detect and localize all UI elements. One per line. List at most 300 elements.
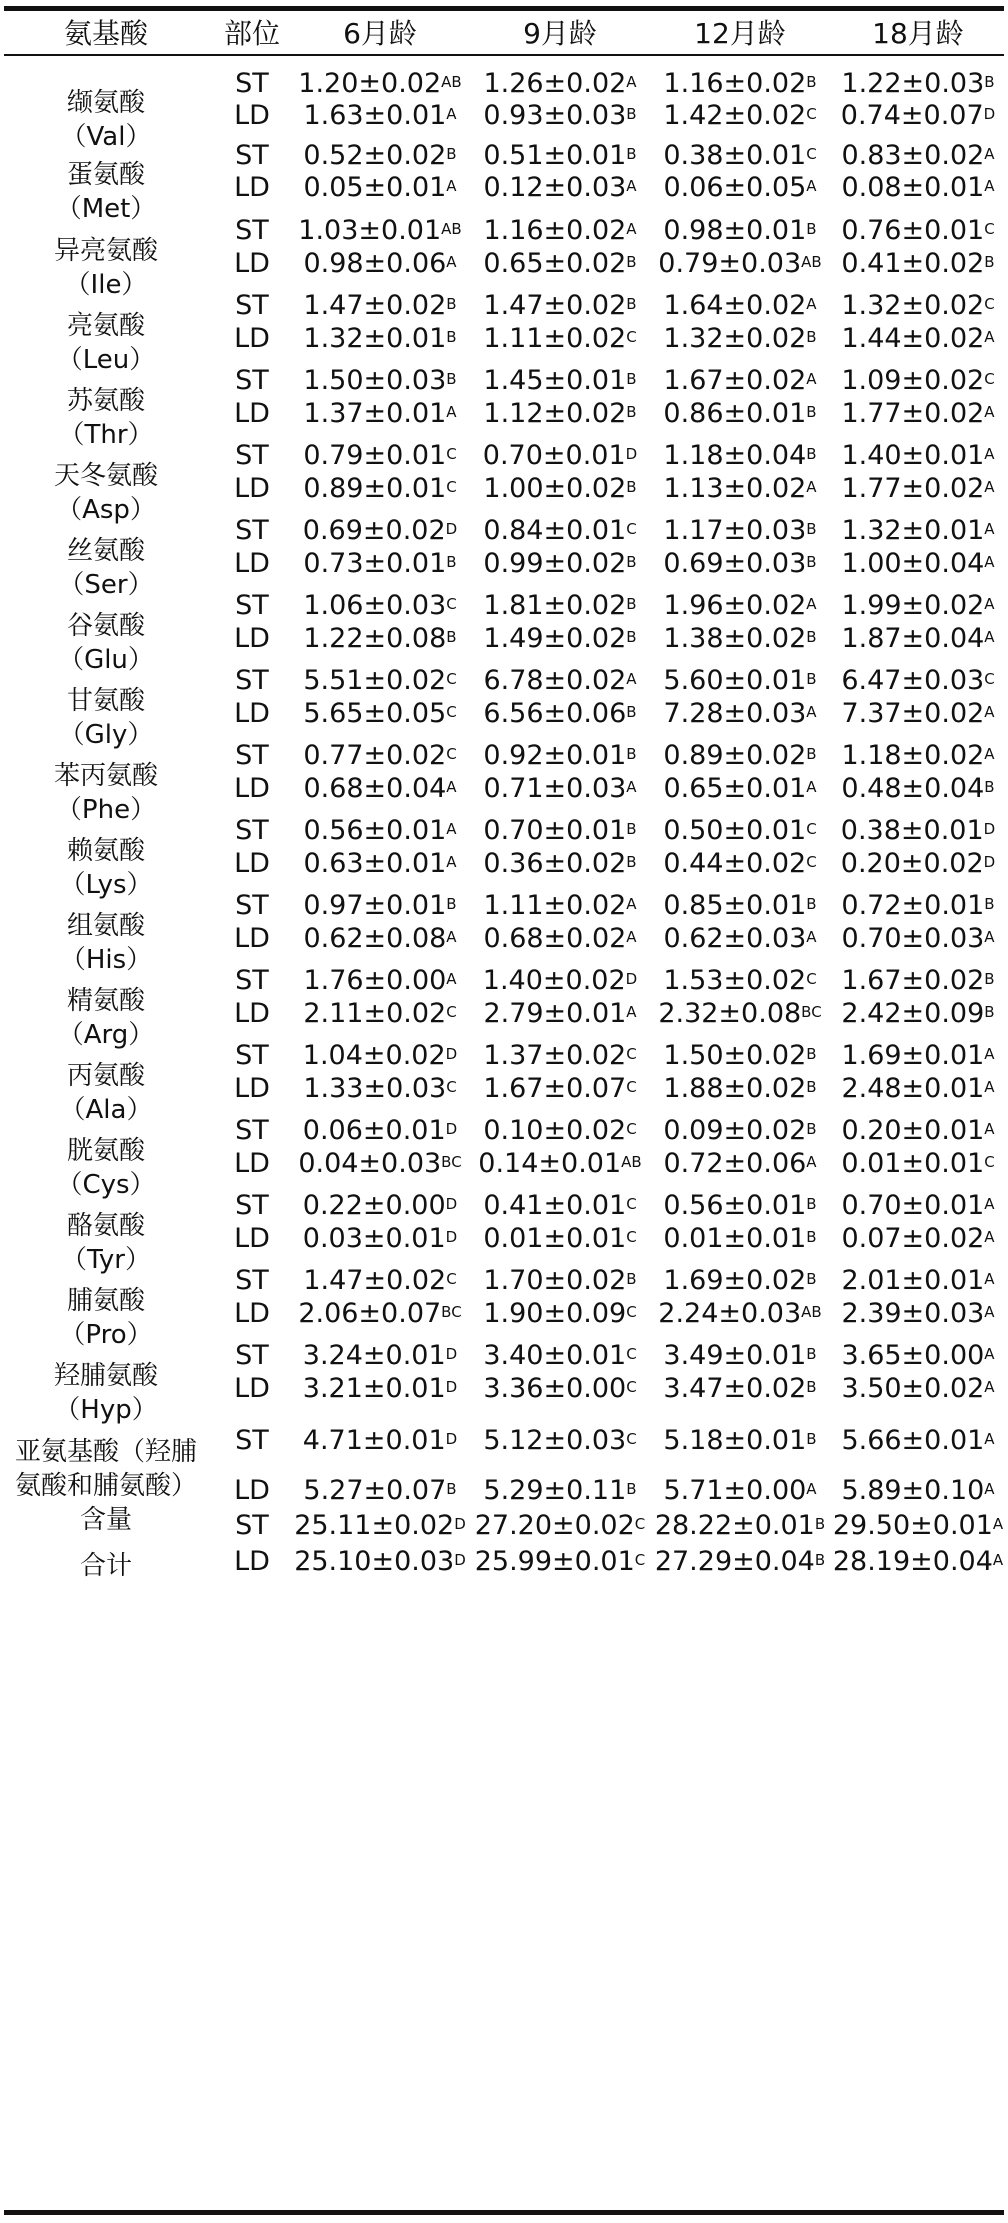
significance-letter: A [626,670,637,688]
mean-sd-value: 3.40±0.01 [483,1340,627,1371]
mean-sd-value: 1.76±0.00 [303,965,447,996]
part-label: ST [235,515,269,546]
mean-sd-value: 0.52±0.02 [303,140,447,171]
amino-acid-name [0,459,212,527]
value-cell [828,766,1008,812]
part-label: LD [234,1073,270,1104]
mean-sd-value: 0.01±0.01 [663,1223,807,1254]
significance-letter: B [626,745,637,763]
significance-letter: B [806,1270,817,1288]
mean-sd-value: 6.56±0.06 [483,698,627,729]
mean-sd-value: 1.96±0.02 [663,590,807,621]
significance-letter: C [446,478,457,496]
mean-sd-value: 0.93±0.03 [483,100,627,131]
header-part: 部位 [223,17,280,50]
amino-acid-name [0,309,212,377]
value-cell [290,916,470,962]
mean-sd-value: 0.70±0.01 [841,1190,985,1221]
significance-letter: A [984,328,995,346]
amino-acid-name-line: （Ala） [59,1095,153,1125]
significance-letter: A [984,1378,995,1396]
significance-letter: A [984,928,995,946]
value-cell [828,541,1008,587]
significance-letter: B [446,145,457,163]
mean-sd-value: 0.56±0.01 [303,815,447,846]
value-cell [650,241,830,287]
bottom-rule [4,2210,1004,2215]
value-cell [650,1066,830,1112]
amino-acid-name [0,834,212,902]
mean-sd-value: 0.01±0.01 [483,1223,627,1254]
significance-letter: C [626,1430,637,1448]
significance-letter: B [806,745,817,763]
value-cell [470,1366,650,1412]
significance-letter: C [984,220,995,238]
mean-sd-value: 5.71±0.00 [663,1475,807,1506]
mean-sd-value: 0.38±0.01 [840,815,984,846]
mean-sd-value: 29.50±0.01 [832,1510,993,1541]
part-label: LD [234,623,270,654]
amino-acid-name-line: 氨酸和脯氨酸） [14,1471,197,1501]
mean-sd-value: 5.12±0.03 [483,1425,627,1456]
amino-acid-name [0,384,212,452]
significance-letter: B [626,1480,637,1498]
mean-sd-value: 2.06±0.07 [298,1298,442,1329]
mean-sd-value: 25.10±0.03 [294,1546,455,1577]
part-label: LD [234,1373,270,1404]
significance-letter: A [626,895,637,913]
amino-acid-name [0,1284,212,1352]
significance-letter: B [806,1078,817,1096]
significance-letter: C [984,1153,995,1171]
mean-sd-value: 1.69±0.01 [841,1040,985,1071]
significance-letter: C [984,670,995,688]
amino-acid-name-line: （Hyp） [54,1395,158,1425]
value-cell [828,1216,1008,1262]
mean-sd-value: 0.72±0.01 [841,890,985,921]
value-cell [290,1141,470,1187]
significance-letter: A [626,928,637,946]
mean-sd-value: 1.40±0.02 [482,965,626,996]
header-18-months: 18月龄 [872,17,964,50]
significance-letter: A [626,1003,637,1021]
mean-sd-value: 0.84±0.01 [483,515,627,546]
significance-letter: B [446,628,457,646]
mean-sd-value: 1.11±0.02 [483,323,627,354]
significance-letter: B [984,73,995,91]
significance-letter: AB [621,1153,642,1171]
part-label: ST [235,815,269,846]
significance-letter: C [806,820,817,838]
significance-letter: D [445,1228,458,1246]
part-label: ST [235,1190,269,1221]
value-cell [650,616,830,662]
part-label: ST [235,590,269,621]
significance-letter: BC [801,1003,822,1021]
value-cell [290,541,470,587]
value-cell [650,841,830,887]
significance-letter: B [806,1345,817,1363]
significance-letter: A [984,745,995,763]
significance-letter: D [445,1045,458,1063]
significance-letter: B [626,253,637,271]
part-label: ST [235,440,269,471]
mean-sd-value: 3.21±0.01 [302,1373,446,1404]
significance-letter: C [446,1003,457,1021]
mean-sd-value: 0.71±0.03 [483,773,627,804]
amino-acid-name-line: 甘氨酸 [66,686,145,716]
significance-letter: AB [441,220,462,238]
mean-sd-value: 0.74±0.07 [840,100,984,131]
value-cell [290,991,470,1037]
part-label: LD [234,248,270,279]
mean-sd-value: 1.32±0.02 [663,323,807,354]
significance-letter: D [454,1551,466,1569]
part-label: ST [235,965,269,996]
mean-sd-value: 0.06±0.05 [663,172,807,203]
amino-acid-name-line: 亚氨基酸（羟脯 [14,1437,197,1467]
mean-sd-value: 1.47±0.02 [303,1265,447,1296]
amino-acid-name-line: （Gly） [58,720,154,750]
significance-letter: A [984,1480,995,1498]
value-cell [650,1291,830,1337]
mean-sd-value: 3.49±0.01 [663,1340,807,1371]
significance-letter: A [984,595,995,613]
amino-acid-name [0,1549,212,1583]
part-label: ST [235,365,269,396]
value-cell [470,165,650,211]
value-cell [290,616,470,662]
part-label: ST [235,215,269,246]
value-cell [828,1291,1008,1337]
mean-sd-value: 0.68±0.02 [483,923,627,954]
amino-acid-name-line: 精氨酸 [66,986,145,1016]
significance-letter: A [806,295,817,313]
header-amino-acid: 氨基酸 [63,17,148,50]
mean-sd-value: 1.87±0.04 [841,623,985,654]
mean-sd-value: 1.06±0.03 [303,590,447,621]
mean-sd-value: 0.20±0.01 [841,1115,985,1146]
significance-letter: C [806,970,817,988]
significance-letter: B [626,820,637,838]
significance-letter: D [445,520,458,538]
mean-sd-value: 0.70±0.01 [483,815,627,846]
value-cell [290,1216,470,1262]
mean-sd-value: 5.60±0.01 [663,665,807,696]
significance-letter: A [446,253,457,271]
significance-letter: A [984,1270,995,1288]
mean-sd-value: 1.77±0.02 [841,473,985,504]
significance-letter: C [634,1551,646,1569]
mean-sd-value: 1.67±0.02 [841,965,985,996]
mean-sd-value: 1.40±0.01 [841,440,985,471]
mean-sd-value: 0.06±0.01 [302,1115,446,1146]
value-cell [470,1539,650,1585]
significance-letter: B [806,220,817,238]
significance-letter: B [806,1195,817,1213]
mean-sd-value: 0.79±0.01 [303,440,447,471]
mean-sd-value: 1.26±0.02 [483,68,627,99]
significance-letter: A [806,1153,817,1171]
mean-sd-value: 27.29±0.04 [654,1546,815,1577]
part-label: ST [235,1340,269,1371]
value-cell [470,316,650,362]
mean-sd-value: 1.67±0.02 [663,365,807,396]
significance-letter: A [446,928,457,946]
value-cell [290,841,470,887]
mean-sd-value: 0.92±0.01 [483,740,627,771]
value-cell [828,466,1008,512]
mean-sd-value: 0.79±0.03 [658,248,802,279]
amino-acid-name-line: 赖氨酸 [66,836,145,866]
part-label: ST [235,68,269,99]
amino-acid-name [0,984,212,1052]
significance-letter: B [984,970,995,988]
mean-sd-value: 0.85±0.01 [663,890,807,921]
mean-sd-value: 0.03±0.01 [302,1223,446,1254]
value-cell [470,1141,650,1187]
value-cell [828,1366,1008,1412]
significance-letter: B [984,1003,995,1021]
mean-sd-value: 1.00±0.02 [483,473,627,504]
significance-letter: B [984,253,995,271]
significance-letter: A [446,403,457,421]
part-label: ST [235,890,269,921]
value-cell [828,316,1008,362]
mean-sd-value: 0.36±0.02 [483,848,627,879]
amino-acid-name-line: 丝氨酸 [66,536,145,566]
mean-sd-value: 2.11±0.02 [303,998,447,1029]
mean-sd-value: 5.51±0.02 [303,665,447,696]
mean-sd-value: 25.11±0.02 [294,1510,455,1541]
significance-letter: B [626,370,637,388]
amino-acid-name [0,86,212,154]
mean-sd-value: 1.63±0.01 [303,100,447,131]
significance-letter: B [626,403,637,421]
mean-sd-value: 0.51±0.01 [483,140,627,171]
mean-sd-value: 0.01±0.01 [841,1148,985,1179]
significance-letter: D [445,1120,458,1138]
amino-acid-name-line: 胱氨酸 [66,1136,145,1166]
significance-letter: C [446,670,457,688]
amino-acid-name-line: 谷氨酸 [66,611,145,641]
mean-sd-value: 1.99±0.02 [841,590,985,621]
mean-sd-value: 0.48±0.04 [841,773,985,804]
mean-sd-value: 1.00±0.04 [841,548,985,579]
value-cell [470,1216,650,1262]
mean-sd-value: 0.12±0.03 [483,172,627,203]
significance-letter: D [445,1378,458,1396]
mean-sd-value: 1.38±0.02 [663,623,807,654]
significance-letter: D [983,105,996,123]
significance-letter: A [984,1045,995,1063]
amino-acid-name-line: 蛋氨酸 [66,160,145,190]
part-label: ST [235,140,269,171]
mean-sd-value: 2.42±0.09 [841,998,985,1029]
mean-sd-value: 5.65±0.05 [303,698,447,729]
significance-letter: A [984,403,995,421]
mean-sd-value: 27.20±0.02 [474,1510,635,1541]
significance-letter: A [984,445,995,463]
significance-letter: B [814,1551,826,1569]
amino-acid-name-line: （Lys） [59,870,153,900]
significance-letter: C [984,295,995,313]
mean-sd-value: 7.28±0.03 [663,698,807,729]
value-cell [470,841,650,887]
part-label: LD [234,848,270,879]
part-label: LD [234,548,270,579]
amino-acid-name-line: （Glu） [58,645,154,675]
significance-letter: D [445,1430,458,1448]
significance-letter: A [446,105,457,123]
amino-acid-name-line: 酪氨酸 [66,1211,145,1241]
significance-letter: B [806,1045,817,1063]
significance-letter: A [626,220,637,238]
amino-acid-name-line: （Pro） [59,1320,153,1350]
mean-sd-value: 0.10±0.02 [483,1115,627,1146]
significance-letter: C [626,1045,637,1063]
mean-sd-value: 5.29±0.11 [483,1475,627,1506]
amino-acid-name [0,909,212,977]
significance-letter: A [446,177,457,195]
mean-sd-value: 0.98±0.06 [303,248,447,279]
mean-sd-value: 0.63±0.01 [303,848,447,879]
mean-sd-value: 0.70±0.01 [482,440,626,471]
significance-letter: C [626,520,637,538]
mean-sd-value: 0.89±0.01 [303,473,447,504]
mean-sd-value: 6.78±0.02 [483,665,627,696]
value-cell [650,766,830,812]
mean-sd-value: 0.62±0.03 [663,923,807,954]
significance-letter: C [626,1195,637,1213]
part-label: LD [234,1298,270,1329]
mean-sd-value: 0.72±0.06 [663,1148,807,1179]
mean-sd-value: 1.20±0.02 [298,68,442,99]
part-label: LD [234,323,270,354]
amino-acid-name-line: 含量 [79,1505,132,1535]
significance-letter: A [984,478,995,496]
significance-letter: A [984,628,995,646]
amino-acid-name-line: 天冬氨酸 [53,461,158,491]
value-cell [650,391,830,437]
value-cell [470,391,650,437]
mean-sd-value: 0.62±0.08 [303,923,447,954]
header-12-months: 12月龄 [694,17,786,50]
significance-letter: A [984,1303,995,1321]
part-label: LD [234,473,270,504]
significance-letter: B [626,553,637,571]
part-label: ST [235,740,269,771]
amino-acid-name-line: （Thr） [58,420,154,450]
value-cell [650,1539,830,1585]
significance-letter: C [446,445,457,463]
significance-letter: A [984,177,995,195]
significance-letter: A [806,703,817,721]
value-cell [290,1366,470,1412]
header-9-months: 9月龄 [523,17,597,50]
significance-letter: C [806,853,817,871]
significance-letter: B [626,295,637,313]
mean-sd-value: 0.41±0.02 [841,248,985,279]
significance-letter: A [984,703,995,721]
significance-letter: D [445,1195,458,1213]
mean-sd-value: 1.09±0.02 [841,365,985,396]
value-cell [828,616,1008,662]
value-cell [828,391,1008,437]
mean-sd-value: 1.18±0.02 [841,740,985,771]
part-label: LD [234,1475,270,1506]
mean-sd-value: 0.05±0.01 [303,172,447,203]
part-label: LD [234,698,270,729]
mean-sd-value: 0.07±0.02 [841,1223,985,1254]
significance-letter: B [626,628,637,646]
mean-sd-value: 2.39±0.03 [841,1298,985,1329]
mean-sd-value: 0.14±0.01 [478,1148,622,1179]
amino-acid-name-line: （Met） [55,194,157,224]
mean-sd-value: 25.99±0.01 [474,1546,635,1577]
amino-acid-name [0,1359,212,1427]
significance-letter: D [445,1345,458,1363]
mean-sd-value: 6.47±0.03 [841,665,985,696]
significance-letter: D [983,820,996,838]
value-cell [650,916,830,962]
amino-acid-name-line: 合计 [79,1551,132,1581]
significance-letter: A [984,1430,995,1448]
part-label: ST [235,665,269,696]
mean-sd-value: 0.69±0.02 [302,515,446,546]
significance-letter: A [446,820,457,838]
significance-letter: B [446,295,457,313]
mean-sd-value: 1.49±0.02 [483,623,627,654]
significance-letter: B [626,105,637,123]
amino-acid-name [0,1059,212,1127]
significance-letter: B [814,1515,826,1533]
significance-letter: C [626,1078,637,1096]
value-cell [470,1418,650,1464]
significance-letter: B [806,670,817,688]
mean-sd-value: 1.32±0.01 [303,323,447,354]
value-cell [650,316,830,362]
significance-letter: AB [441,73,462,91]
significance-letter: BC [441,1153,462,1171]
significance-letter: B [806,553,817,571]
header-rule [4,54,1004,56]
significance-letter: A [806,595,817,613]
mean-sd-value: 0.50±0.01 [663,815,807,846]
mean-sd-value: 5.18±0.01 [663,1425,807,1456]
mean-sd-value: 1.50±0.02 [663,1040,807,1071]
mean-sd-value: 2.32±0.08 [658,998,802,1029]
mean-sd-value: 1.44±0.02 [841,323,985,354]
amino-acid-name [0,759,212,827]
mean-sd-value: 0.83±0.02 [841,140,985,171]
significance-letter: C [626,1345,637,1363]
mean-sd-value: 1.53±0.02 [663,965,807,996]
significance-letter: A [806,1480,817,1498]
significance-letter: B [806,628,817,646]
significance-letter: B [984,778,995,796]
value-cell [290,1539,470,1585]
part-label: ST [235,1510,269,1541]
mean-sd-value: 3.36±0.00 [483,1373,627,1404]
value-cell [828,691,1008,737]
mean-sd-value: 1.32±0.01 [841,515,985,546]
mean-sd-value: 5.66±0.01 [841,1425,985,1456]
significance-letter: A [806,177,817,195]
mean-sd-value: 1.13±0.02 [663,473,807,504]
mean-sd-value: 1.18±0.04 [663,440,807,471]
value-cell [650,541,830,587]
